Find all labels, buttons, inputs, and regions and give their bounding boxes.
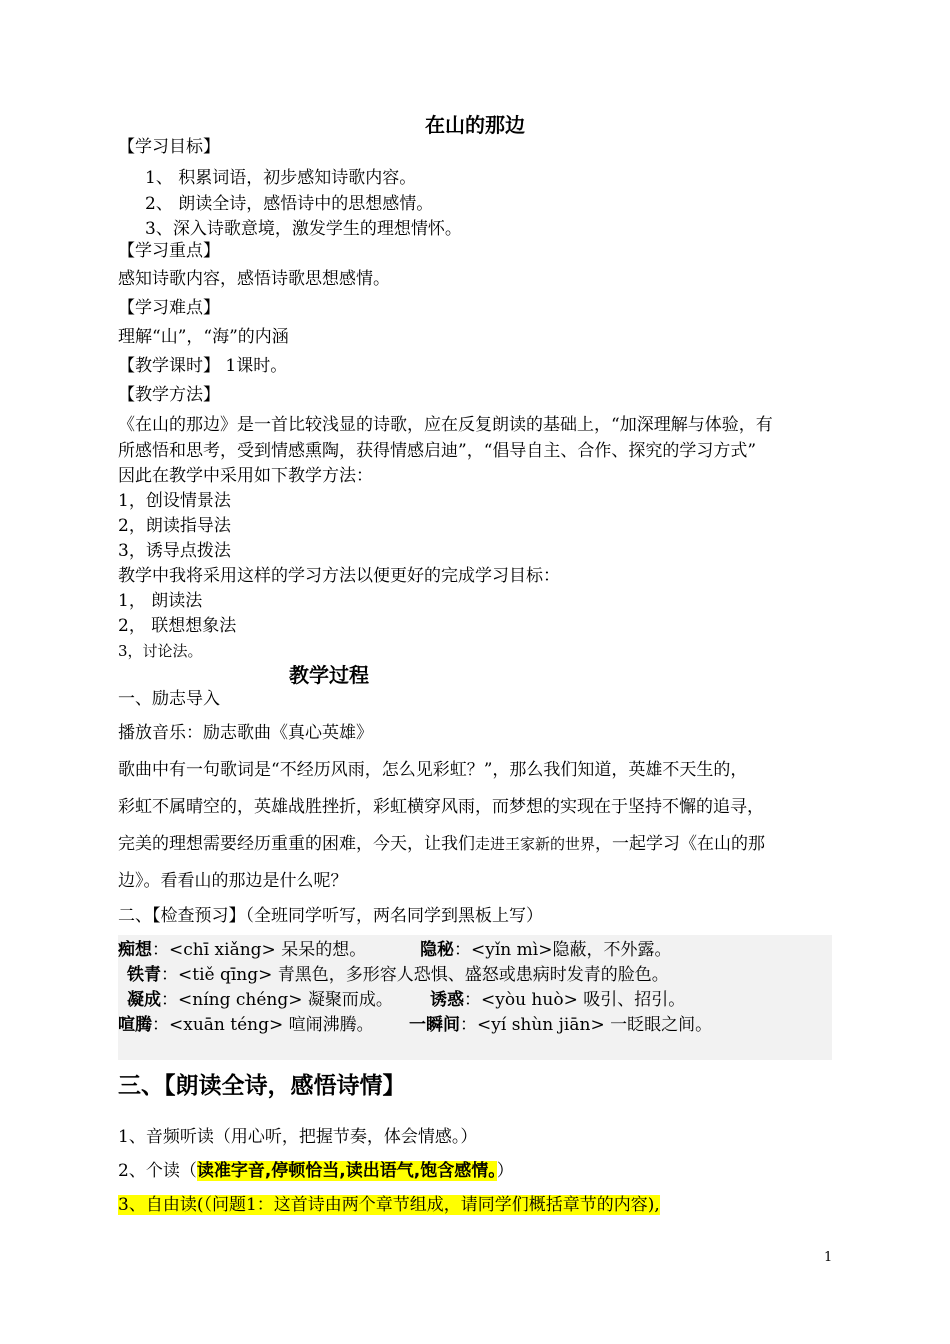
intro-text: 完美的理想需要经历重重的困难，今天，让我们 bbox=[118, 834, 475, 854]
reading-step bbox=[118, 1160, 514, 1182]
section2-heading: 二、【检查预习】（全班同学听写，两名同学到黑板上写） bbox=[118, 906, 543, 926]
vocab-def: ：<yí shùn jiān> 一眨眼之间。 bbox=[460, 1015, 713, 1035]
section1-heading: 一、励志导入 bbox=[118, 689, 220, 709]
music-line: 播放音乐：励志歌曲《真心英雄》 bbox=[118, 723, 373, 743]
methods-intro-line: 《在山的那边》是一首比较浅显的诗歌，应在反复朗读的基础上，“加深理解与体验，有 bbox=[118, 415, 773, 435]
learn-intro: 教学中我将采用这样的学习方法以便更好的完成学习目标： bbox=[118, 566, 560, 586]
difficulty-text: 理解“山”，“海”的内涵 bbox=[118, 327, 289, 347]
goals-heading: 【学习目标】 bbox=[118, 137, 220, 157]
vocab-word: 喧腾 bbox=[118, 1015, 152, 1035]
intro-para-line bbox=[118, 833, 765, 855]
teach-method: 1，创设情景法 bbox=[118, 491, 231, 511]
goal-item: 3、深入诗歌意境，激发学生的理想情怀。 bbox=[145, 219, 462, 239]
vocab-word: 铁青 bbox=[127, 965, 161, 985]
difficulty-heading: 【学习难点】 bbox=[118, 298, 220, 318]
reading-question-highlight: 3、自由读(（问题1：这首诗由两个章节组成，请同学们概括章节的内容), bbox=[118, 1195, 660, 1215]
intro-text: ，一起学习《在山的那 bbox=[595, 834, 766, 854]
vocab-def: ：<xuān téng> 喧闹沸腾。 bbox=[152, 1015, 374, 1035]
vocab-word: 隐秘 bbox=[420, 940, 454, 960]
vocab-word: 诱惑 bbox=[430, 990, 464, 1010]
page-number: 1 bbox=[824, 1250, 833, 1265]
hours-text: 1课时。 bbox=[220, 356, 288, 376]
vocab-def: ：<chī xiǎng> 呆呆的想。 bbox=[152, 940, 367, 960]
vocab-def: ：<yòu huò> 吸引、招引。 bbox=[464, 990, 686, 1010]
intro-para-line: 歌曲中有一句歌词是“不经历风雨，怎么见彩虹？”，那么我们知道，英雄不天生的， bbox=[118, 760, 748, 780]
reading-step-label: 2、个读（ bbox=[118, 1161, 197, 1181]
teach-method: 3，诱导点拨法 bbox=[118, 541, 231, 561]
vocab-word: 一瞬间 bbox=[409, 1015, 460, 1035]
methods-intro-line: 因此在教学中采用如下教学方法： bbox=[118, 466, 373, 486]
vocab-row bbox=[118, 939, 366, 961]
vocab-def: ：<yǐn mì>隐蔽，不外露。 bbox=[454, 940, 672, 960]
vocab-word: 凝成 bbox=[127, 990, 161, 1010]
methods-heading: 【教学方法】 bbox=[118, 385, 220, 405]
methods-intro-line: 所感悟和思考，受到情感熏陶，获得情感启迪”，“倡导自主、合作、探究的学习方式” bbox=[118, 441, 757, 461]
process-heading: 教学过程 bbox=[289, 663, 369, 687]
goal-item: 1、 积累词语，初步感知诗歌内容。 bbox=[145, 168, 417, 188]
reading-step: 1、音频听读（用心听，把握节奏，体会情感。） bbox=[118, 1127, 478, 1147]
vocab-word: 痴想 bbox=[118, 940, 152, 960]
intro-text-small: 走进王家新的世界 bbox=[475, 835, 596, 853]
vocab-row bbox=[118, 1014, 374, 1036]
goal-item: 2、 朗读全诗，感悟诗中的思想感情。 bbox=[145, 194, 434, 214]
vocab-row bbox=[430, 989, 685, 1011]
vocab-def: ：<níng chéng> 凝聚而成。 bbox=[161, 990, 393, 1010]
learn-method: 1， 朗读法 bbox=[118, 591, 203, 611]
learn-method: 2， 联想想象法 bbox=[118, 616, 237, 636]
vocab-row bbox=[409, 1014, 712, 1036]
vocab-row bbox=[420, 939, 671, 961]
focus-heading: 【学习重点】 bbox=[118, 241, 220, 261]
reading-step bbox=[118, 1194, 660, 1216]
intro-para-line: 彩虹不属晴空的，英雄战胜挫折，彩虹横穿风雨，而梦想的实现在于坚持不懈的追寻， bbox=[118, 797, 764, 817]
section3-heading: 三、【朗读全诗，感悟诗情】 bbox=[118, 1073, 406, 1099]
learn-method: 3，讨论法。 bbox=[118, 642, 203, 660]
vocab-row bbox=[127, 989, 393, 1011]
hours-heading: 【教学课时】 bbox=[118, 356, 220, 376]
vocab-row bbox=[127, 964, 669, 986]
reading-requirement-highlight: 读准字音,停顿恰当,读出语气,饱含感情。 bbox=[196, 1161, 497, 1181]
intro-para-line: 边》。看看山的那边是什么呢？ bbox=[118, 871, 348, 891]
hours-line bbox=[118, 355, 287, 377]
focus-text: 感知诗歌内容，感悟诗歌思想感情。 bbox=[118, 269, 390, 289]
vocab-def: ：<tiě qīng> 青黑色，多形容人恐惧、盛怒或患病时发青的脸色。 bbox=[161, 965, 669, 985]
reading-step-close: ） bbox=[496, 1161, 514, 1181]
teach-method: 2，朗读指导法 bbox=[118, 516, 231, 536]
page-title: 在山的那边 bbox=[425, 113, 525, 137]
